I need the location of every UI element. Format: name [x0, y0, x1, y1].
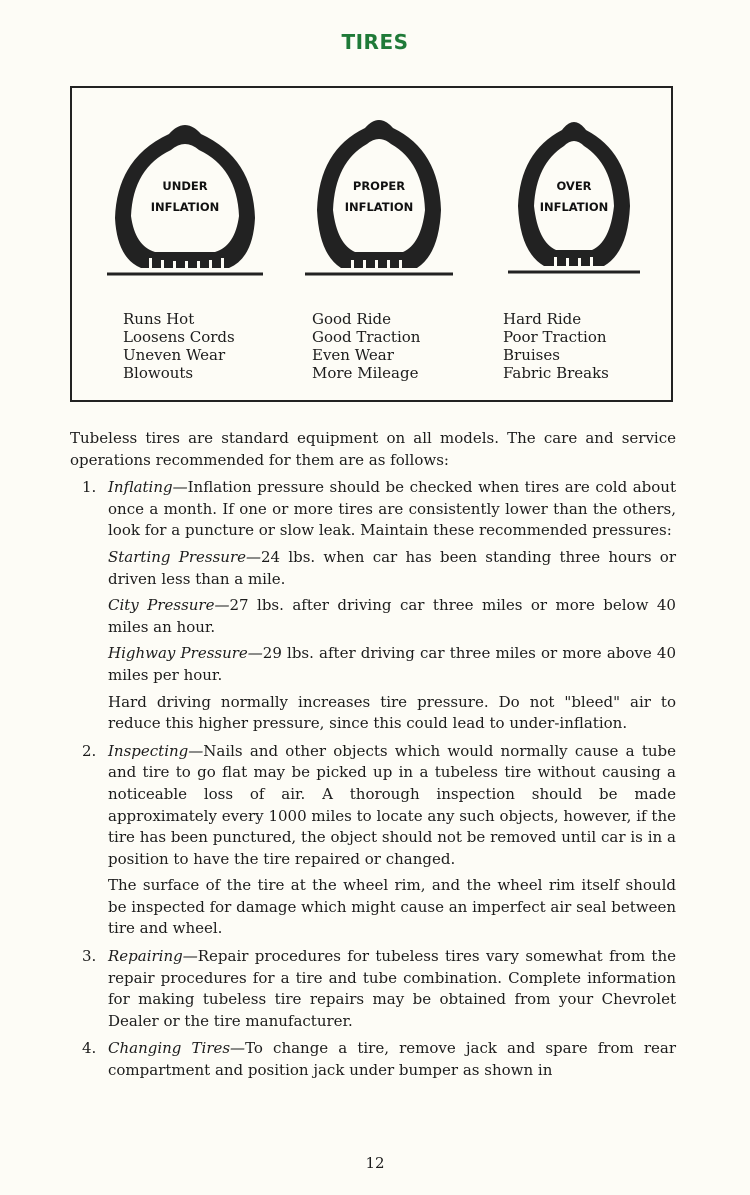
page-number: 12	[365, 1154, 385, 1172]
effect-item: Good Traction	[312, 328, 421, 346]
intro-paragraph: Tubeless tires are standard equipment on all models. The care and service operations recommended for them are as follows:	[70, 429, 676, 469]
tire-over-inflation	[494, 106, 654, 276]
item-text: To change a tire, remove jack and spare from rear compartment and position jack under bumper as shown in	[108, 1039, 676, 1080]
tire-inflation-figure	[70, 86, 673, 402]
note-paragraph: The surface of the tire at the wheel rim, and the wheel rim itself should be inspected for damage which might cause an imperfect air seal between tire and wheel.	[108, 876, 676, 938]
proper-inflation-effects	[312, 310, 492, 382]
list-item-changing-tires	[70, 1038, 676, 1081]
sub-text: 29 lbs. after driving car three miles or more above 40 miles per hour.	[108, 644, 676, 684]
under-inflation-effects	[123, 310, 303, 382]
sub-paragraph	[108, 595, 676, 638]
sub-heading: Highway Pressure—	[108, 644, 263, 663]
effect-item: Even Wear	[312, 346, 394, 364]
sub-text: 27 lbs. after driving car three miles or more below 40 miles an hour.	[108, 596, 676, 636]
note-paragraph: Hard driving normally increases tire pressure. Do not "bleed" air to reduce this higher pressure, since this could lead to under-inflation.	[108, 692, 676, 733]
item-number: 4.	[82, 1039, 97, 1058]
item-number: 1.	[82, 478, 97, 497]
item-paragraph	[108, 477, 676, 542]
item-number: 2.	[82, 741, 97, 760]
item-heading: Inspecting—	[108, 741, 204, 760]
tire-label-line2: INFLATION	[539, 200, 609, 214]
tire-label-line1: UNDER	[162, 179, 208, 193]
effect-item: Loosens Cords	[123, 328, 235, 346]
list-item-inflating	[70, 477, 676, 735]
item-heading: Changing Tires—	[108, 1039, 246, 1058]
list-item-repairing	[70, 946, 676, 1032]
effect-item: Hard Ride	[503, 310, 582, 328]
tire-label-line1: PROPER	[352, 179, 406, 193]
item-paragraph	[108, 1038, 676, 1081]
sub-paragraph	[108, 643, 676, 686]
tire-proper-inflation	[299, 106, 459, 276]
effect-item: More Mileage	[312, 364, 419, 382]
item-text: Repair procedures for tubeless tires vary somewhat from the repair procedures for a tire and tube combination. Complete information for making tubeless tire repairs may be obtained from your Chevrolet Dealer or the tire manufacturer.	[108, 947, 676, 1030]
effect-item: Runs Hot	[123, 310, 195, 328]
tire-label-line2: INFLATION	[344, 200, 414, 214]
effect-item: Bruises	[503, 346, 560, 364]
effect-item: Good Ride	[312, 310, 391, 328]
sub-text: 24 lbs. when car has been standing three hours or driven less than a mile.	[108, 547, 676, 588]
item-paragraph	[108, 946, 676, 1032]
body-text	[70, 428, 676, 1088]
item-text: Inflation pressure should be checked when tires are cold about once a month. If one or more tires are consistently lower than the others, look for a puncture or slow leak. Maintain these recommended pressures:	[108, 478, 676, 540]
effect-item: Poor Traction	[503, 328, 607, 346]
effect-item: Fabric Breaks	[503, 364, 609, 382]
sub-heading: Starting Pressure—	[108, 547, 261, 566]
item-heading: Inflating—	[108, 478, 188, 497]
item-paragraph	[108, 741, 676, 871]
effect-item: Uneven Wear	[123, 346, 226, 364]
tire-under-inflation	[105, 106, 265, 276]
effect-item: Blowouts	[123, 364, 194, 382]
item-number: 3.	[82, 947, 97, 966]
over-inflation-effects	[503, 310, 683, 382]
list-item-inspecting	[70, 741, 676, 940]
tire-label-line1: OVER	[556, 179, 592, 193]
item-heading: Repairing—	[108, 947, 198, 966]
sub-paragraph	[108, 547, 676, 590]
page-title: TIRES	[341, 30, 409, 54]
item-text: Nails and other objects which would normally cause a tube and tire to go flat may be picked up in a tubeless tire without causing a noticeable loss of air. A thorough inspection should be made approximately every 1000 miles to locate any such objects, however, if the tire has been punctured, the object should not be removed until car is in a position to have the tire repaired or changed.	[108, 741, 676, 868]
sub-heading: City Pressure—	[108, 596, 230, 615]
tire-label-line2: INFLATION	[150, 200, 220, 214]
